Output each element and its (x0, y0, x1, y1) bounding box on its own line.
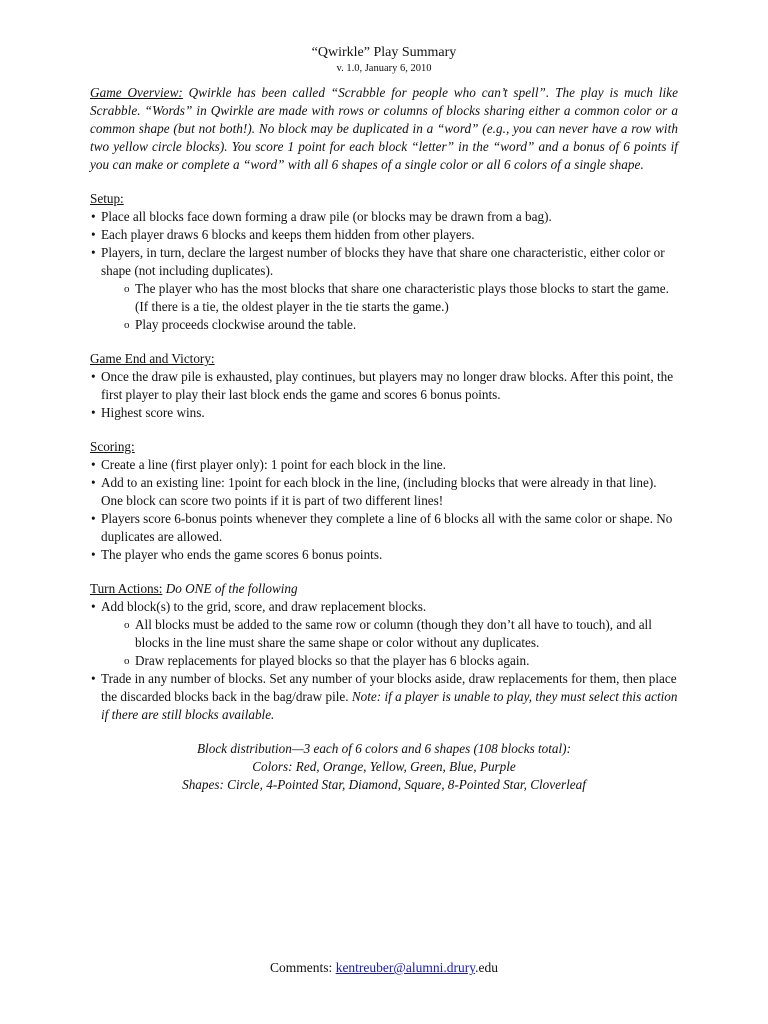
list-item: • Add block(s) to the grid, score, and draw replacement blocks. o All blocks must be added to the same row or column (though they don’t all have to touch), and all blocks in the line must share the same shape or color without any duplicates. o Draw replacements for played blocks so that the player has 6 blocks again. (90, 598, 678, 670)
list-item: • The player who ends the game scores 6 bonus points. (90, 546, 678, 564)
game-end-section (90, 350, 678, 422)
setup-sublist (101, 280, 678, 334)
turn-actions-list (90, 598, 678, 724)
page-title: “Qwirkle” Play Summary (311, 45, 457, 60)
overview-text: Qwirkle has been called “Scrabble for people who can’t spell”. The play is much like Scrabble. “Words” in Qwirkle are made with rows or columns of blocks sharing either a common color or a common shape (but not both!). No block may be duplicated in a “word” (e.g., you can never have a row with two yellow circle blocks). You score 1 point for each block “letter” in the “word” and a bonus of 6 points if you can make or complete a “word” with all 6 shapes of a single color or all 6 colors of a single shape. (90, 85, 678, 172)
version-date: v. 1.0, January 6, 2010 (336, 63, 432, 74)
scoring-section (90, 438, 678, 564)
distribution-line: Block distribution—3 each of 6 colors and 6 shapes (108 blocks total): (197, 741, 571, 756)
overview-heading: Game Overview: (90, 85, 183, 100)
scoring-list (90, 456, 678, 564)
list-item: • Each player draws 6 blocks and keeps them hidden from other players. (90, 226, 678, 244)
turn-actions-section (90, 580, 678, 724)
sub-list-item: o The player who has the most blocks that share one characteristic plays those blocks to start the game. (If there is a tie, the oldest player in the tie starts the game.) (124, 280, 678, 316)
setup-list (90, 208, 678, 334)
setup-heading: Setup: (90, 191, 124, 206)
list-item: • Place all blocks face down forming a draw pile (or blocks may be drawn from a bag). (90, 208, 678, 226)
shapes-line: Shapes: Circle, 4-Pointed Star, Diamond, Square, 8-Pointed Star, Cloverleaf (182, 777, 586, 792)
game-end-heading: Game End and Victory: (90, 351, 215, 366)
colors-line: Colors: Red, Orange, Yellow, Green, Blue, Purple (252, 759, 516, 774)
game-end-list (90, 368, 678, 422)
email-link[interactable]: kentreuber@alumni.drury (335, 960, 476, 975)
turn-actions-heading: Turn Actions: Do ONE of the following (90, 581, 298, 596)
list-item: • Players, in turn, declare the largest number of blocks they have that share one characteristic, either color or shape (not including duplicates). o The player who has the most blocks that share one characteristic plays those blocks to start the game. (If there is a tie, the oldest player in the tie starts the game.) o Play proceeds clockwise around the table. (90, 244, 678, 334)
game-overview (90, 84, 678, 174)
footer-comments (0, 960, 768, 976)
turn-actions-sublist (101, 616, 678, 670)
sub-list-item: o Play proceeds clockwise around the table. (124, 316, 678, 334)
document-page (90, 44, 678, 794)
scoring-heading: Scoring: (90, 439, 135, 454)
sub-list-item: o All blocks must be added to the same row or column (though they don’t all have to touch), and all blocks in the line must share the same shape or color without any duplicates. (124, 616, 678, 652)
list-item: • Trade in any number of blocks. Set any number of your blocks aside, draw replacements for them, then place the discarded blocks back in the bag/draw pile. Note: if a player is unable to play, they must select this action if there are still blocks available. (90, 670, 678, 724)
list-item: • Players score 6-bonus points whenever they complete a line of 6 blocks all with the same color or shape. No duplicates are allowed. (90, 510, 678, 546)
list-item: • Once the draw pile is exhausted, play continues, but players may no longer draw blocks. After this point, the first player to play their last block ends the game and scores 6 bonus points. (90, 368, 678, 404)
comments-label: Comments: (270, 960, 336, 975)
email-suffix: .edu (475, 960, 498, 975)
block-distribution (90, 740, 678, 794)
setup-section (90, 190, 678, 334)
list-item: • Create a line (first player only): 1 point for each block in the line. (90, 456, 678, 474)
list-item: • Add to an existing line: 1point for each block in the line, (including blocks that were already in that line). One block can score two points if it is part of two different lines! (90, 474, 678, 510)
sub-list-item: o Draw replacements for played blocks so that the player has 6 blocks again. (124, 652, 678, 670)
list-item: • Highest score wins. (90, 404, 678, 422)
